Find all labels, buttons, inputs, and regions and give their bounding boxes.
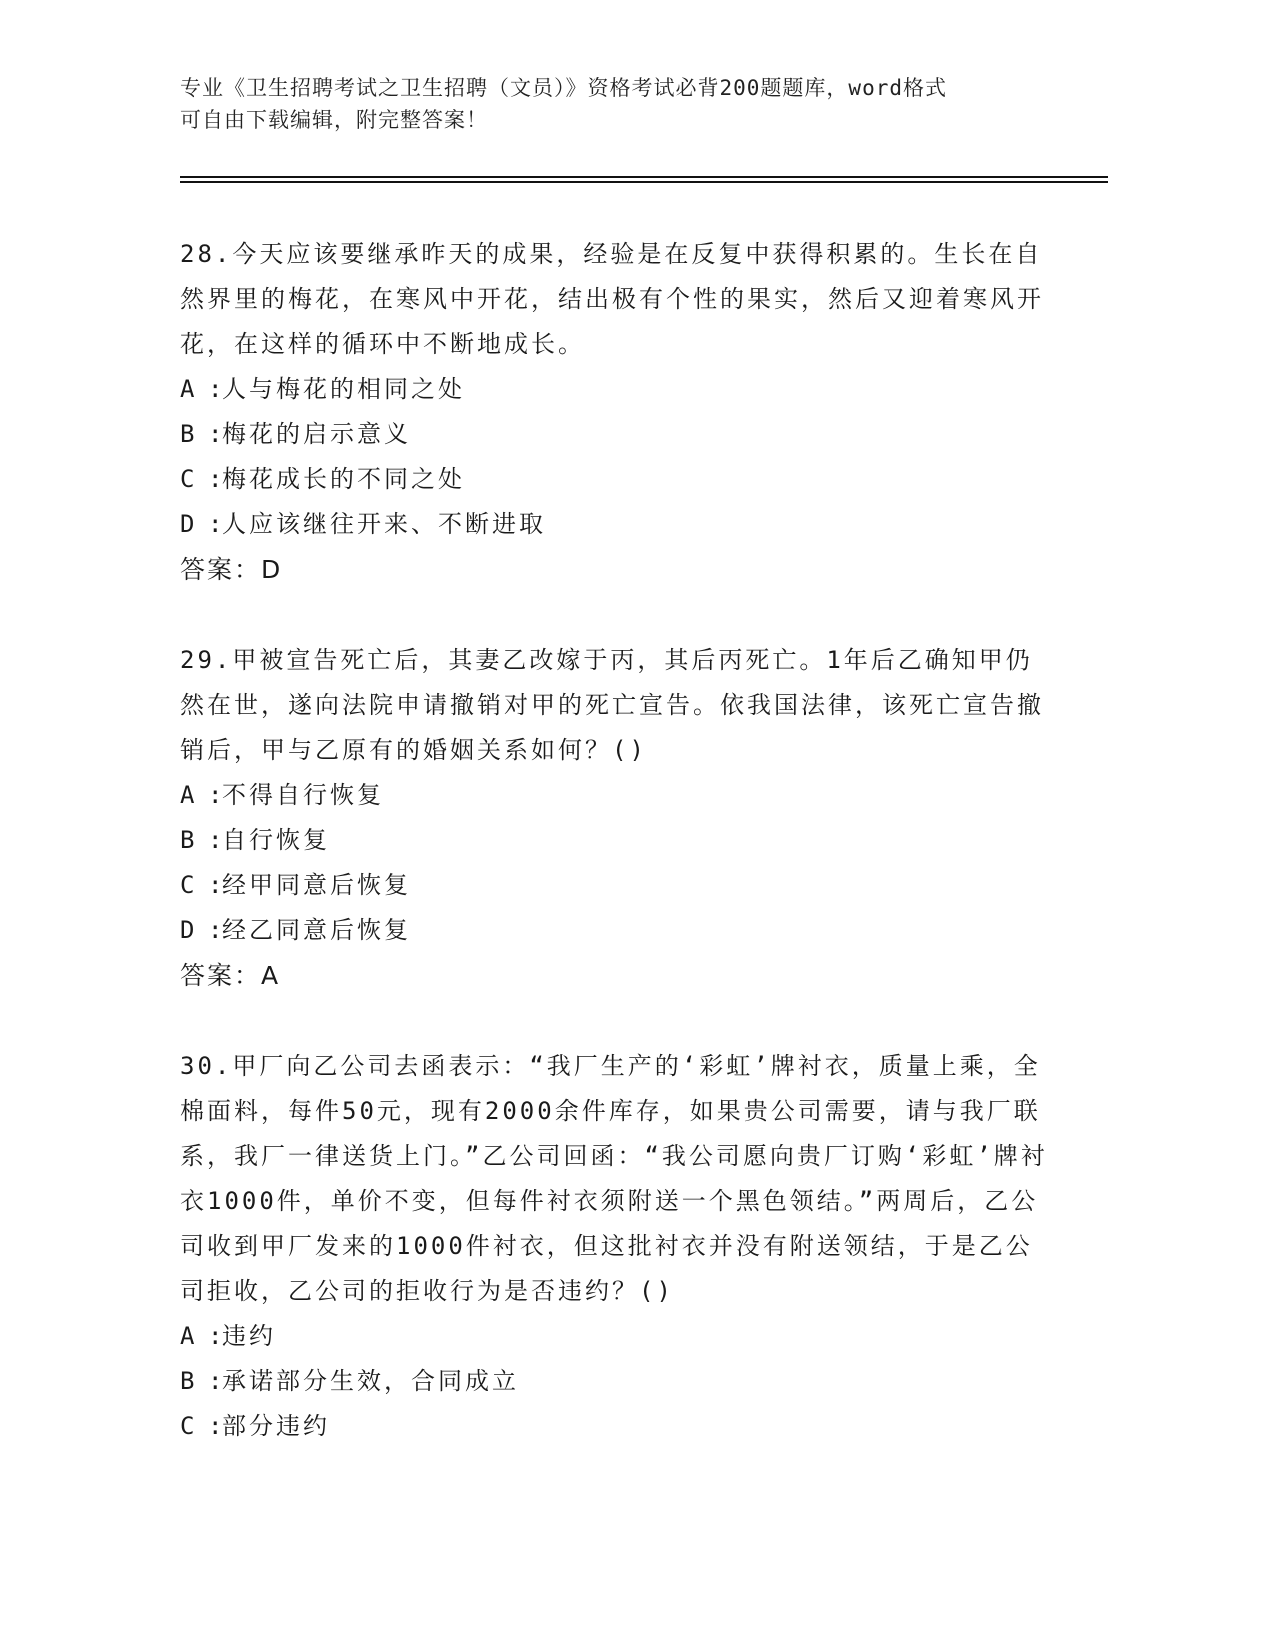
option-b <box>180 818 1050 863</box>
option-text: 人与梅花的相同之处 <box>222 375 465 403</box>
option-text: 承诺部分生效，合同成立 <box>222 1367 519 1395</box>
option-letter: C <box>180 1412 198 1440</box>
option-letter: A <box>180 375 198 403</box>
header-line-1: 专业《卫生招聘考试之卫生招聘（文员）》资格考试必背200题题库，word格式 <box>180 76 947 100</box>
option-text: 经甲同意后恢复 <box>222 871 411 899</box>
question-28 <box>180 232 1050 592</box>
header-rule-top <box>180 176 1108 178</box>
option-d <box>180 502 1050 547</box>
option-text: 部分违约 <box>222 1412 330 1440</box>
document-header <box>180 72 1040 136</box>
option-a <box>180 773 1050 818</box>
option-separator: : <box>208 420 226 448</box>
question-stem: 28.今天应该要继承昨天的成果，经验是在反复中获得积累的。生长在自然界里的梅花，在寒风中开花，结出极有个性的果实，然后又迎着寒风开花，在这样的循环中不断地成长。 <box>180 240 1044 358</box>
option-letter: C <box>180 871 198 899</box>
option-c <box>180 1404 1050 1449</box>
option-separator: : <box>208 375 226 403</box>
option-separator: : <box>208 465 226 493</box>
answer-line: 答案：A <box>180 961 281 990</box>
option-text: 自行恢复 <box>222 826 330 854</box>
option-separator: : <box>208 916 226 944</box>
option-letter: C <box>180 465 198 493</box>
option-separator: : <box>208 826 226 854</box>
option-letter: B <box>180 826 198 854</box>
option-letter: A <box>180 1322 198 1350</box>
option-separator: : <box>208 1322 226 1350</box>
option-letter: D <box>180 916 198 944</box>
option-letter: B <box>180 1367 198 1395</box>
question-stem: 29.甲被宣告死亡后，其妻乙改嫁于丙，其后丙死亡。1年后乙确知甲仍然在世，遂向法院申请撤销对甲的死亡宣告。依我国法律，该死亡宣告撤销后，甲与乙原有的婚姻关系如何？() <box>180 646 1044 764</box>
option-c <box>180 863 1050 908</box>
option-b <box>180 412 1050 457</box>
question-29 <box>180 638 1050 998</box>
option-separator: : <box>208 1367 226 1395</box>
option-separator: : <box>208 510 226 538</box>
option-c <box>180 457 1050 502</box>
option-letter: B <box>180 420 198 448</box>
option-text: 梅花的启示意义 <box>222 420 411 448</box>
option-text: 梅花成长的不同之处 <box>222 465 465 493</box>
header-line-2: 可自由下载编辑，附完整答案！ <box>180 108 488 132</box>
option-d <box>180 908 1050 953</box>
option-text: 人应该继往开来、不断进取 <box>222 510 546 538</box>
option-a <box>180 1314 1050 1359</box>
option-text: 不得自行恢复 <box>222 781 384 809</box>
option-separator: : <box>208 781 226 809</box>
option-separator: : <box>208 1412 226 1440</box>
option-b <box>180 1359 1050 1404</box>
option-a <box>180 367 1050 412</box>
question-list <box>180 232 1050 1495</box>
option-text: 经乙同意后恢复 <box>222 916 411 944</box>
question-30 <box>180 1044 1050 1449</box>
option-letter: A <box>180 781 198 809</box>
question-stem: 30.甲厂向乙公司去函表示：“我厂生产的‘彩虹’牌衬衣，质量上乘，全棉面料，每件50元，现有2000余件库存，如果贵公司需要，请与我厂联系，我厂一律送货上门。”乙公司回函：“我公司愿向贵厂订购‘彩虹’牌衬衣1000件，单价不变，但每件衬衣须附送一个黑色领结。”两周后，乙公司收到甲厂发来的1000件衬衣，但这批衬衣并没有附送领结，于是乙公司拒收，乙公司的拒收行为是否违约？() <box>180 1052 1048 1305</box>
option-letter: D <box>180 510 198 538</box>
answer-line: 答案：D <box>180 555 283 584</box>
option-separator: : <box>208 871 226 899</box>
option-text: 违约 <box>222 1322 276 1350</box>
header-rule-bottom <box>180 181 1108 183</box>
